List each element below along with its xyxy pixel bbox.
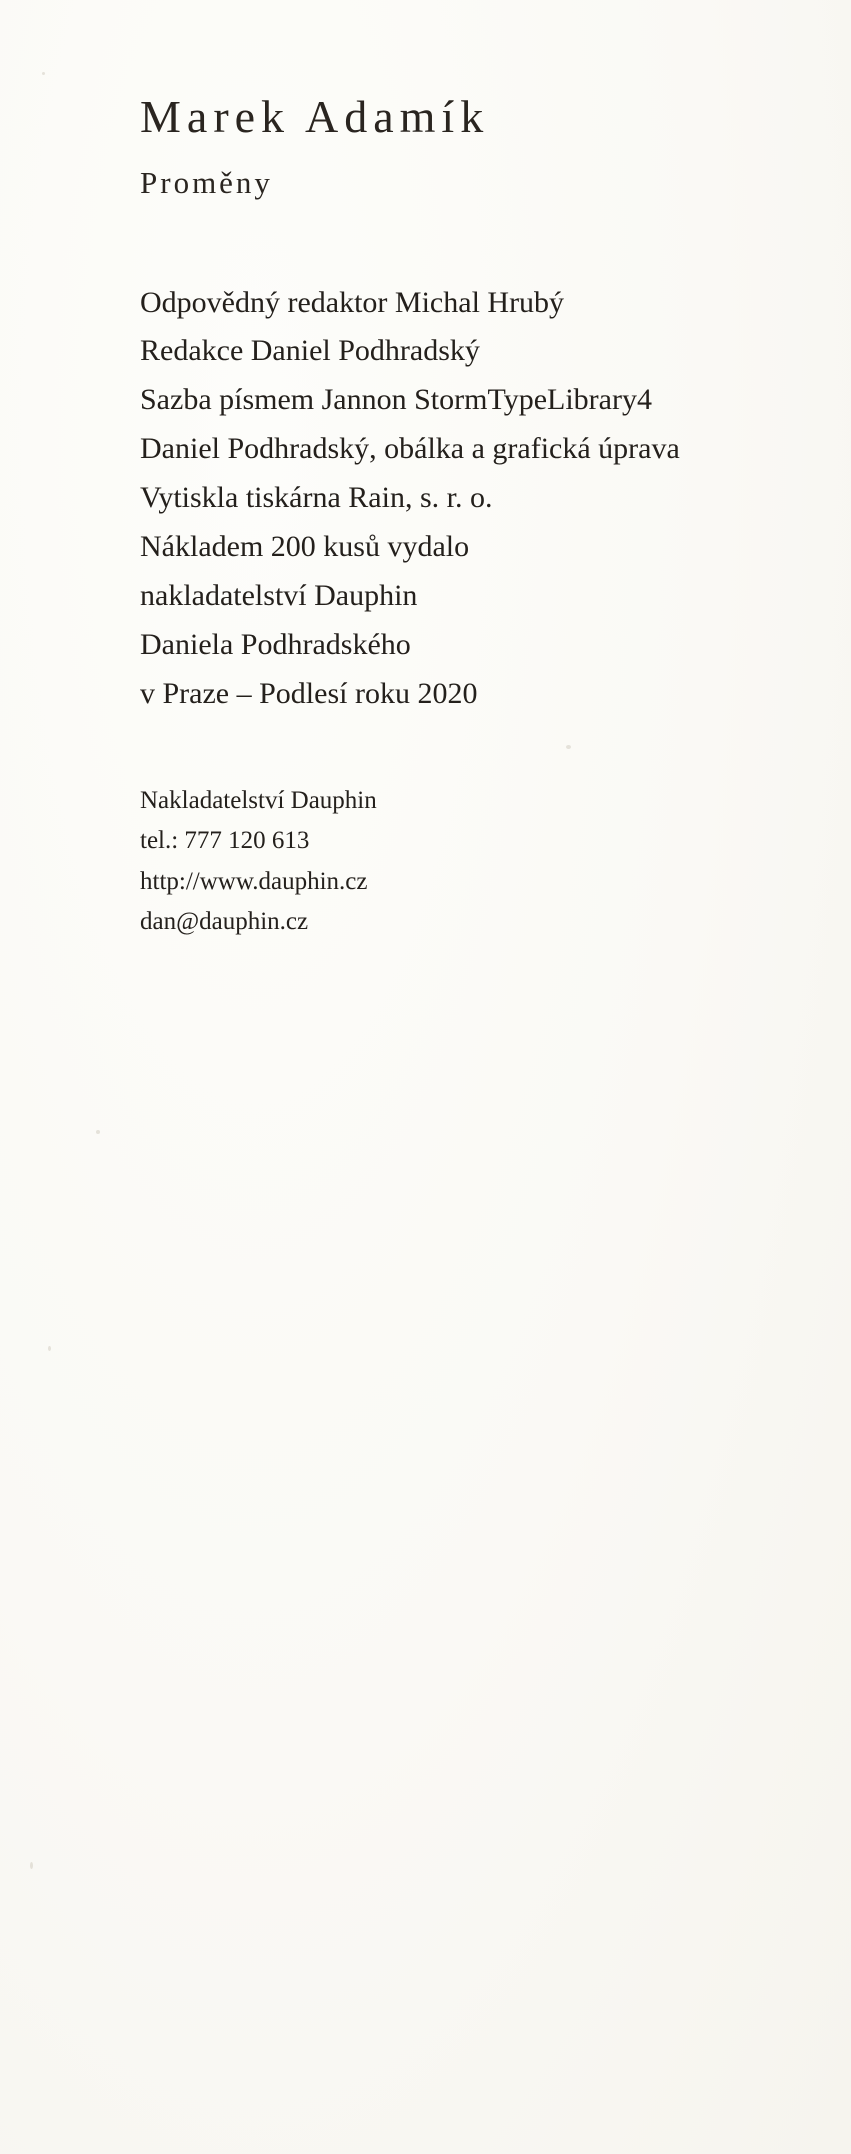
credit-line: Nákladem 200 kusů vydalo	[140, 530, 470, 564]
credit-line: Odpovědný redaktor Michal Hrubý	[140, 285, 565, 319]
title-block	[140, 92, 840, 201]
credit-line: Redakce Daniel Podhradský	[140, 334, 480, 368]
credit-line: v Praze – Podlesí roku 2020	[140, 676, 478, 710]
colophon-block	[140, 0, 840, 943]
page-title: Marek Adamík	[140, 91, 490, 142]
credit-line: nakladatelství Dauphin	[140, 578, 418, 612]
imprint-block	[140, 781, 840, 943]
credit-line: Vytiskla tiskárna Rain, s. r. o.	[140, 481, 493, 515]
paper-speck	[48, 1346, 51, 1351]
credit-line: Daniel Podhradský, obálka a grafická úprava	[140, 432, 680, 466]
publisher-name: Nakladatelství Dauphin	[140, 786, 377, 814]
paper-speck	[96, 1130, 100, 1134]
book-subtitle: Proměny	[140, 164, 273, 200]
paper-speck	[42, 72, 45, 75]
credit-line: Sazba písmem Jannon StormTypeLibrary4	[140, 383, 652, 417]
publisher-phone: tel.: 777 120 613	[140, 827, 310, 855]
publisher-email: dan@dauphin.cz	[140, 908, 309, 936]
credit-line: Daniela Podhradského	[140, 627, 411, 661]
paper-speck	[30, 1862, 33, 1869]
publisher-website: http://www.dauphin.cz	[140, 867, 368, 895]
credits-list	[140, 279, 840, 719]
